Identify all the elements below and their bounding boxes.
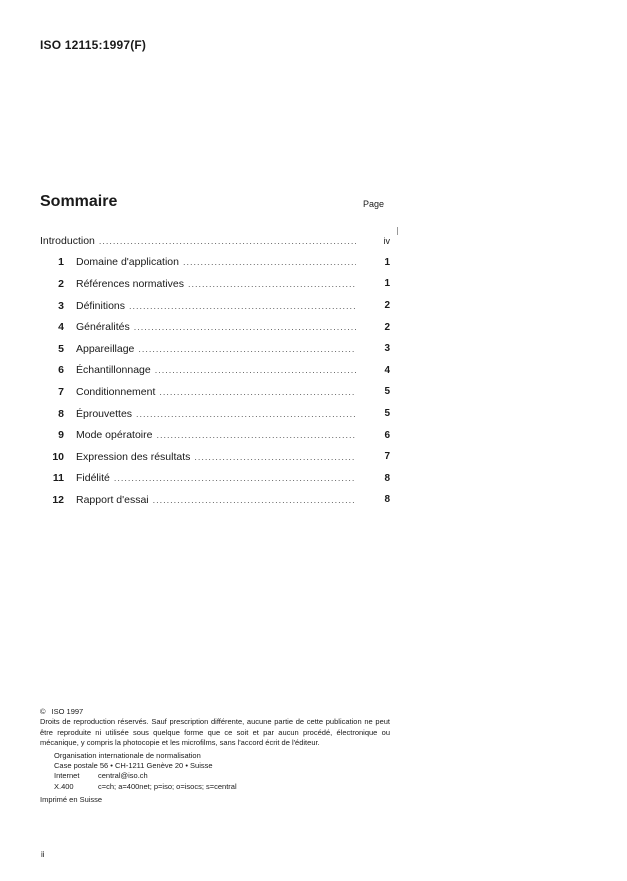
toc-entry-page: 6 (384, 429, 390, 441)
toc-leader-dots (99, 236, 356, 246)
reproduction-rights-text: Droits de reproduction réservés. Sauf prescription différente, aucune partie de cette publication ne peut être reproduite ni utilisée sous quelque forme que ce soit et par aucun procédé, électronique ou mécanique, y compris la photocopie et les microfilms, sans l'accord écrit de l'éditeur. (40, 717, 390, 748)
toc-entry-3[interactable] (40, 295, 390, 317)
toc-entry-page: 8 (384, 472, 390, 484)
toc-page-header: Page (363, 199, 385, 209)
toc-leader-dots (136, 409, 356, 419)
printed-in: Imprimé en Suisse (40, 795, 103, 805)
toc-entry-label: Expression des résultats (76, 450, 191, 463)
toc-entry-number: 5 (58, 342, 64, 355)
toc-entry-12[interactable] (40, 489, 390, 511)
toc-entry-number: 6 (58, 364, 64, 377)
x400-row (54, 782, 390, 792)
toc-leader-dots (138, 344, 356, 354)
organization-details (40, 751, 390, 793)
copyright-notice: ISO 1997 (51, 707, 84, 716)
x400-address: c=ch; a=400net; p=iso; o=isocs; s=central (98, 781, 237, 791)
toc-leader-dots (155, 365, 356, 375)
toc-leader-dots (194, 452, 356, 462)
toc-entry-label: Généralités (76, 321, 130, 334)
toc-entry-number: 3 (58, 299, 64, 312)
toc-entry-page: 5 (384, 386, 390, 398)
toc-entry-label: Définitions (76, 299, 126, 312)
toc-entry-4[interactable] (40, 316, 390, 338)
toc-leader-dots (129, 301, 356, 311)
toc-entry-number: 12 (52, 493, 64, 506)
toc-entry-page: 4 (384, 364, 390, 376)
toc-entry-11[interactable] (40, 468, 390, 490)
toc-entry-6[interactable] (40, 360, 390, 382)
toc-entry-label: Conditionnement (76, 385, 156, 398)
toc-entry-5[interactable] (40, 338, 390, 360)
table-of-contents (40, 230, 390, 511)
toc-entry-8[interactable] (40, 403, 390, 425)
toc-entry-page: 7 (384, 451, 390, 463)
internet-address: central@iso.ch (98, 771, 148, 781)
internet-row (54, 771, 390, 781)
copyright-block (40, 707, 390, 806)
toc-entry-2[interactable] (40, 273, 390, 295)
toc-entry-introduction[interactable] (40, 230, 390, 252)
toc-entry-9[interactable] (40, 424, 390, 446)
toc-entry-page: 2 (384, 300, 390, 312)
toc-entry-label: Introduction (40, 234, 95, 247)
copyright-symbol: © (40, 707, 46, 716)
toc-entry-label: Mode opératoire (76, 429, 153, 442)
toc-entry-number: 4 (58, 321, 64, 334)
toc-entry-page: 5 (384, 408, 390, 420)
x400-label: X.400 (54, 781, 74, 791)
copyright-line (40, 707, 390, 717)
toc-entry-label: Fidélité (76, 472, 110, 485)
toc-entry-number: 11 (52, 472, 64, 485)
toc-entry-number: 9 (58, 429, 64, 442)
postal-address: Case postale 56 • CH-1211 Genève 20 • Suisse (54, 761, 213, 771)
page-number: ii (41, 850, 45, 859)
toc-entry-10[interactable] (40, 446, 390, 468)
document-id: ISO 12115:1997(F) (40, 38, 147, 52)
toc-entry-page: 3 (384, 343, 390, 355)
organization-name: Organisation internationale de normalisation (54, 750, 201, 760)
toc-entry-page: 1 (384, 278, 390, 290)
toc-leader-dots (156, 430, 356, 440)
toc-entry-7[interactable] (40, 381, 390, 403)
toc-entry-page: iv (383, 235, 390, 246)
toc-entry-number: 7 (58, 385, 64, 398)
toc-leader-dots (114, 473, 356, 483)
toc-entry-number: 8 (58, 407, 64, 420)
internet-label: Internet (54, 771, 80, 781)
toc-entry-label: Éprouvettes (76, 407, 133, 420)
toc-entry-page: 1 (384, 256, 390, 268)
toc-title: Sommaire (40, 193, 118, 210)
toc-entry-number: 1 (58, 256, 64, 269)
toc-entry-page: 2 (384, 321, 390, 333)
toc-entry-label: Rapport d'essai (76, 493, 149, 506)
toc-entry-number: 10 (52, 450, 64, 463)
toc-entry-label: Échantillonnage (76, 364, 151, 377)
toc-entry-label: Appareillage (76, 342, 135, 355)
toc-entry-1[interactable] (40, 252, 390, 274)
toc-entry-label: Domaine d'application (76, 256, 179, 269)
toc-leader-dots (183, 257, 356, 267)
toc-leader-dots (188, 279, 356, 289)
toc-leader-dots (159, 387, 356, 397)
toc-entry-label: Références normatives (76, 277, 184, 290)
toc-leader-dots (153, 495, 356, 505)
toc-entry-page: 8 (384, 494, 390, 506)
toc-leader-dots (134, 322, 356, 332)
margin-tick (397, 227, 398, 235)
toc-entry-number: 2 (58, 277, 64, 290)
